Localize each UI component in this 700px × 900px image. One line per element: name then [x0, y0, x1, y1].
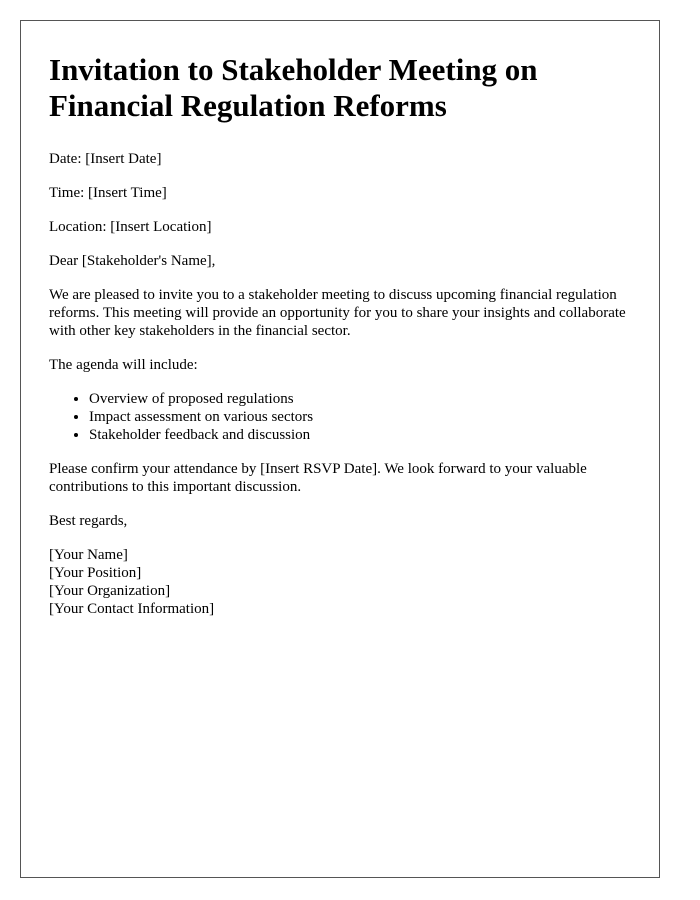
agenda-item: • Overview of proposed regulations: [89, 390, 631, 408]
signature-position: [Your Position]: [49, 565, 142, 581]
agenda-list: [49, 390, 631, 444]
signature-block: [49, 546, 631, 618]
sign-off: Best regards,: [49, 513, 128, 529]
letter-page: [20, 20, 660, 878]
salutation: Dear [Stakeholder's Name],: [49, 253, 216, 269]
letter-title: Invitation to Stakeholder Meeting on Financial Regulation Reforms: [49, 52, 538, 123]
meeting-location: Location: [Insert Location]: [49, 219, 212, 235]
agenda-item: • Impact assessment on various sectors: [89, 408, 631, 426]
intro-paragraph: We are pleased to invite you to a stakeholder meeting to discuss upcoming financial regulation reforms. This meeting will provide an opportunity for you to share your insights and collaborate with other key stakeholders in the financial sector.: [49, 287, 626, 339]
agenda-item: • Stakeholder feedback and discussion: [89, 426, 631, 444]
signature-organization: [Your Organization]: [49, 583, 171, 599]
signature-contact: [Your Contact Information]: [49, 601, 215, 617]
closing-paragraph: Please confirm your attendance by [Insert RSVP Date]. We look forward to your valuable contributions to this important discussion.: [49, 461, 587, 495]
agenda-intro: The agenda will include:: [49, 357, 198, 373]
signature-name: [Your Name]: [49, 547, 128, 563]
meeting-time: Time: [Insert Time]: [49, 185, 167, 201]
meeting-date: Date: [Insert Date]: [49, 151, 162, 167]
